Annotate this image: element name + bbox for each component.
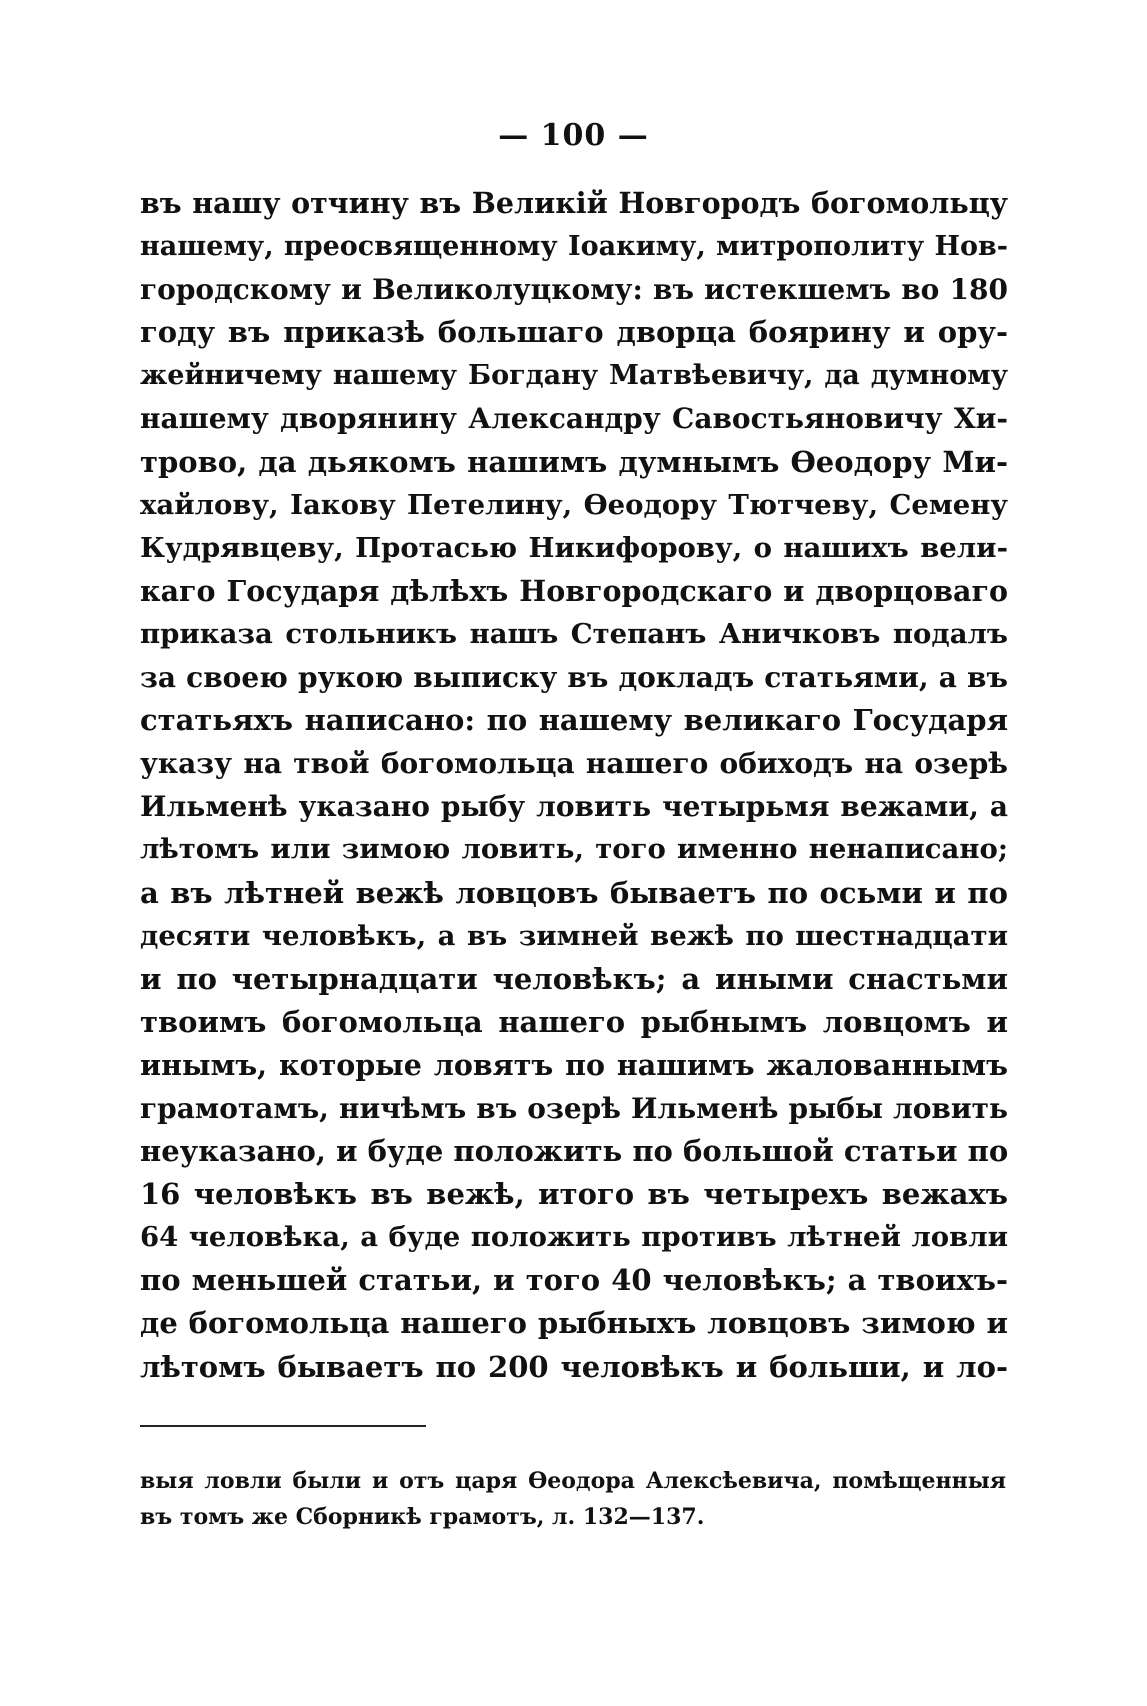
text-line: въ нашу отчину въ Великій Новгородъ богомольцу bbox=[140, 186, 1008, 220]
text-line: десяти человѣкъ, а въ зимней вежѣ по шестнадцати bbox=[140, 919, 1008, 952]
text-line: инымъ, которые ловятъ по нашимъ жалованнымъ bbox=[140, 1047, 1008, 1082]
text-line: 64 человѣка, а буде положить противъ лѣтней ловли bbox=[140, 1221, 1008, 1254]
footnote bbox=[140, 1463, 1006, 1535]
text-line: твоимъ богомольца нашего рыбнымъ ловцомъ и bbox=[140, 1004, 1008, 1039]
text-line: Ильменѣ указано рыбу ловить четырьмя вежами, а bbox=[140, 790, 1008, 824]
text-line: неуказано, и буде положить по большой статьи по bbox=[140, 1134, 1008, 1169]
footnote-divider bbox=[140, 1425, 426, 1427]
text-line: Кудрявцеву, Протасью Никифорову, о нашихъ вели- bbox=[140, 531, 1008, 564]
text-line: городскому и Великолуцкому: въ истекшемъ во 180 bbox=[140, 273, 1008, 307]
body-text bbox=[140, 182, 1008, 1389]
text-line: году въ приказѣ большаго дворца боярину и ору- bbox=[140, 315, 1008, 350]
text-line: каго Государя дѣлѣхъ Новгородскаго и дворцоваго bbox=[140, 573, 1008, 608]
text-line: по меньшей статьи, и того 40 человѣкъ; а твоихъ- bbox=[140, 1263, 1008, 1298]
text-line: статьяхъ написано: по нашему великаго Государя bbox=[140, 703, 1008, 738]
text-line: указу на твой богомольца нашего обиходъ на озерѣ bbox=[140, 747, 1008, 781]
text-line: нашему, преосвященному Іоакиму, митрополиту Нов- bbox=[140, 231, 1008, 263]
text-line: и по четырнадцати человѣкъ; а иными снастьми bbox=[140, 961, 1008, 996]
text-line: хайлову, Іакову Петелину, Ѳеодору Тютчеву, Семену bbox=[140, 488, 1008, 521]
footnote-line: выя ловли были и отъ царя Ѳеодора Алексѣевича, помѣщенныя bbox=[140, 1468, 1006, 1494]
footnote-line: въ томъ же Сборникѣ грамотъ, л. 132—137. bbox=[140, 1504, 705, 1530]
text-line: лѣтомъ бываетъ по 200 человѣкъ и больши, и ло- bbox=[140, 1349, 1008, 1384]
text-line: нашему дворянину Александру Савостьяновичу Хи- bbox=[140, 402, 1008, 436]
text-line: грамотамъ, ничѣмъ въ озерѣ Ильменѣ рыбы ловить bbox=[140, 1091, 1008, 1125]
text-line: за своею рукою выписку въ докладъ статьями, а въ bbox=[140, 661, 1008, 695]
text-line: жейничему нашему Богдану Матвѣевичу, да думному bbox=[140, 360, 1008, 392]
text-line: трово, да дьякомъ нашимъ думнымъ Ѳеодору Ми- bbox=[140, 444, 1008, 479]
page-number: — 100 — bbox=[498, 118, 649, 153]
text-line: а въ лѣтней вежѣ ловцовъ бываетъ по осьми и по bbox=[140, 875, 1008, 910]
text-line: де богомольца нашего рыбныхъ ловцовъ зимою и bbox=[140, 1306, 1008, 1341]
text-line: 16 человѣкъ въ вежѣ, итого въ четырехъ вежахъ bbox=[140, 1177, 1008, 1212]
text-line: приказа стольникъ нашъ Степанъ Аничковъ подалъ bbox=[140, 617, 1008, 650]
text-line: лѣтомъ или зимою ловить, того именно ненаписано; bbox=[140, 833, 1008, 866]
